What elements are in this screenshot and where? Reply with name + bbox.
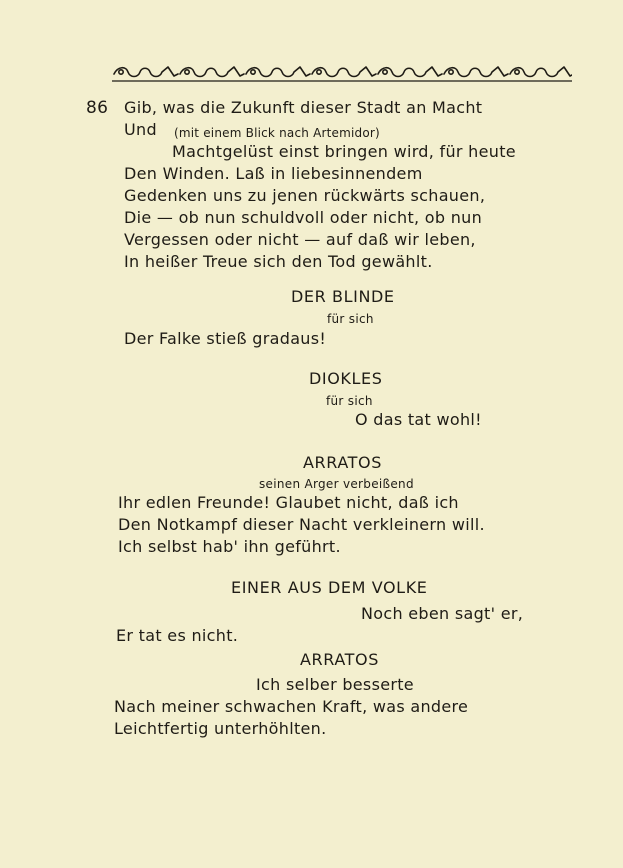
speaker-arratos: ARRATOS — [303, 453, 382, 472]
verse-line: In heißer Treue sich den Tod gewählt. — [124, 252, 433, 271]
speaker-der-blinde: DER BLINDE — [291, 287, 395, 306]
verse-line: Den Winden. Laß in liebesinnendem — [124, 164, 423, 183]
ornament-curl — [317, 70, 321, 74]
ornament-curl — [185, 70, 189, 74]
verse-line: Und — [124, 120, 157, 139]
verse-line: Ihr edlen Freunde! Glaubet nicht, daß ich — [118, 493, 459, 512]
decorative-border-ornament — [112, 64, 572, 84]
verse-line: Machtgelüst einst bringen wird, für heute — [172, 142, 516, 161]
stage-direction: für sich — [327, 312, 374, 326]
ornament-curl — [383, 70, 387, 74]
stage-direction: (mit einem Blick nach Artemidor) — [174, 126, 380, 140]
ornament-curl — [515, 70, 519, 74]
verse-line: Gedenken uns zu jenen rückwärts schauen, — [124, 186, 486, 205]
verse-line: Leichtfertig unterhöhlten. — [114, 719, 327, 738]
verse-line: Der Falke stieß gradaus! — [124, 329, 327, 348]
verse-line: Er tat es nicht. — [116, 626, 239, 645]
verse-line: Vergessen oder nicht — auf daß wir leben, — [124, 230, 476, 249]
ornament-curl — [251, 70, 255, 74]
stage-direction: für sich — [326, 394, 373, 408]
verse-line: Ich selber besserte — [256, 675, 414, 694]
verse-line: Noch eben sagt' er, — [361, 604, 524, 623]
verse-line: Die — ob nun schuldvoll oder nicht, ob nun — [124, 208, 483, 227]
verse-line: Gib, was die Zukunft dieser Stadt an Macht — [124, 98, 483, 117]
ornament-curl — [119, 70, 123, 74]
verse-line: O das tat wohl! — [355, 410, 482, 429]
ornament-curl — [449, 70, 453, 74]
speaker-diokles: DIOKLES — [309, 369, 383, 388]
page-number: 86 — [86, 98, 109, 118]
verse-line: Den Notkampf dieser Nacht verkleinern will. — [118, 515, 485, 534]
speaker-einer-aus-dem-volke: EINER AUS DEM VOLKE — [231, 578, 428, 597]
stage-direction: seinen Arger verbeißend — [259, 477, 414, 491]
speaker-arratos: ARRATOS — [300, 650, 379, 669]
verse-line: Nach meiner schwachen Kraft, was andere — [114, 697, 469, 716]
verse-line: Ich selbst hab' ihn geführt. — [118, 537, 341, 556]
